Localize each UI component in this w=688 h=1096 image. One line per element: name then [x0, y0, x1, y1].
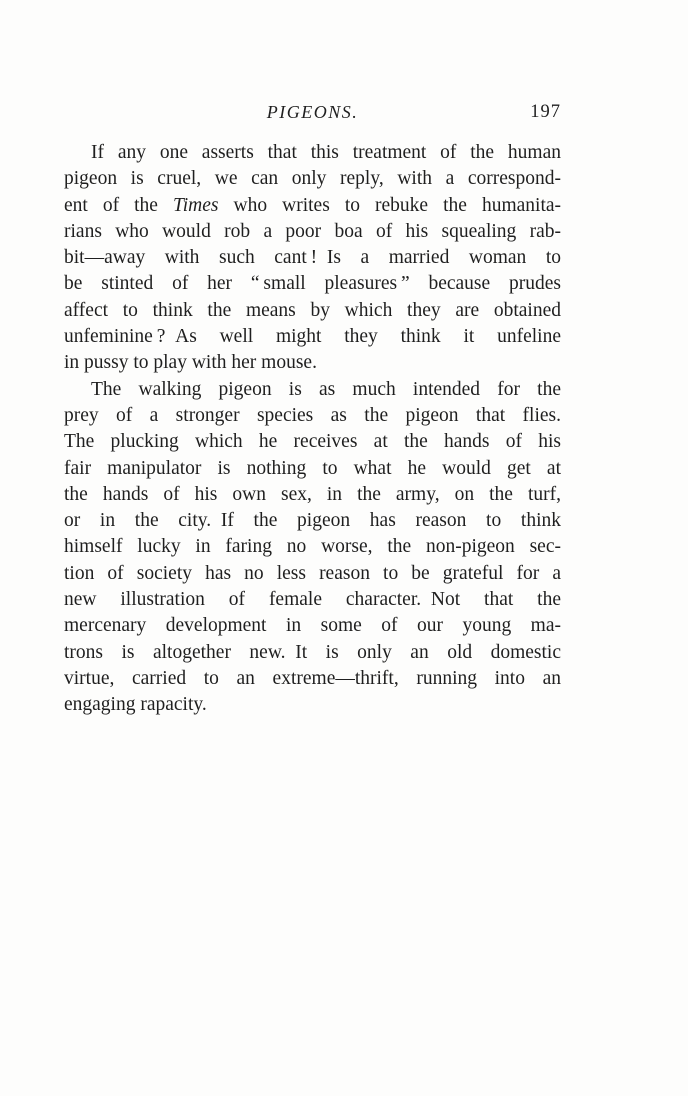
running-header: PIGEONS.	[266, 102, 359, 122]
italic-text: Times	[172, 194, 219, 216]
text-line: ent of the Times who writes to rebuke the humanita-	[64, 194, 562, 216]
text-line: fair manipulator is nothing to what he would get at	[64, 457, 561, 479]
text-line: engaging rapacity.	[64, 694, 207, 716]
text-line: new illustration of female character. Not that the	[64, 589, 561, 611]
text-line: prey of a stronger species as the pigeon that flies.	[64, 404, 561, 426]
paragraph	[64, 140, 561, 377]
text-line: The walking pigeon is as much intended for the	[91, 378, 561, 400]
text-line: If any one asserts that this treatment of the human	[91, 142, 561, 163]
text-line: himself lucky in faring no worse, the non-pigeon sec-	[64, 536, 561, 558]
page-header	[64, 102, 561, 124]
text-line: bit—away with such cant ! Is a married woman to	[64, 247, 561, 269]
text-line: be stinted of her “ small pleasures ” because prudes	[64, 273, 561, 295]
paragraph	[64, 377, 561, 719]
text-line: tion of society has no less reason to be grateful for a	[64, 562, 561, 584]
text-line: or in the city. If the pigeon has reason to think	[64, 510, 561, 532]
text-line: in pussy to play with her mouse.	[64, 352, 317, 374]
text-line: The plucking which he receives at the hands of his	[64, 431, 561, 453]
text-line: rians who would rob a poor boa of his squealing rab-	[64, 220, 561, 242]
text-line: trons is altogether new. It is only an old domestic	[64, 641, 561, 663]
page-number: 197	[530, 102, 561, 122]
page-body	[64, 140, 561, 719]
text-line: mercenary development in some of our young ma-	[64, 615, 561, 637]
text-line: affect to think the means by which they are obtained	[64, 299, 561, 321]
text-line: virtue, carried to an extreme—thrift, running into an	[64, 667, 561, 689]
text-line: pigeon is cruel, we can only reply, with a correspond-	[64, 168, 561, 190]
text-line: the hands of his own sex, in the army, on the turf,	[64, 483, 561, 505]
text-line: unfeminine ? As well might they think it unfeline	[64, 326, 561, 348]
